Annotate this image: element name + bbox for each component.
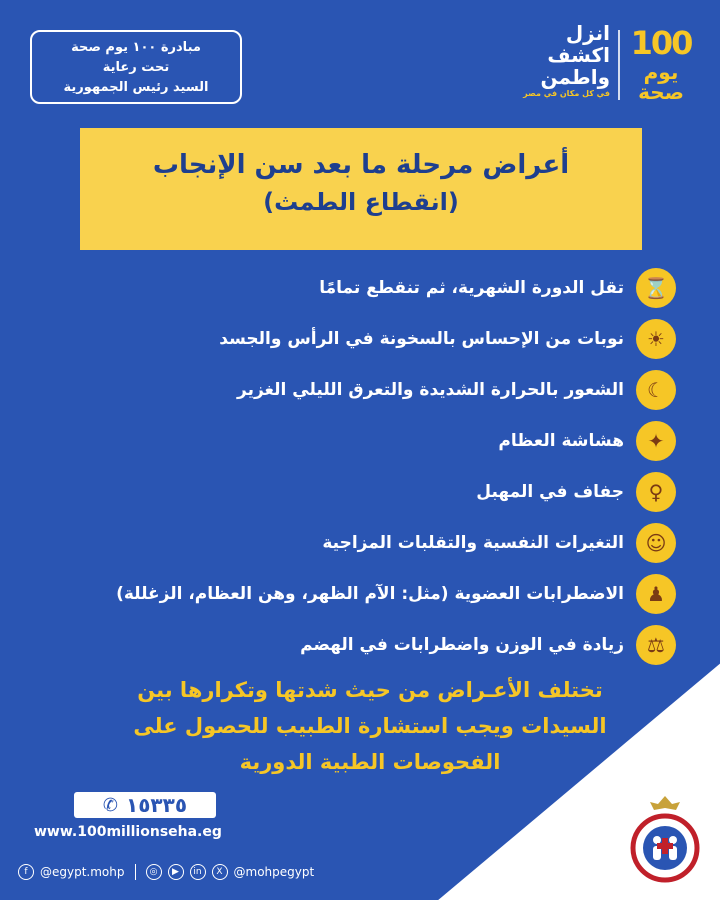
list-item (56, 313, 676, 364)
symptom-text: الشعور بالحرارة الشديدة والتعرق الليلي الغزير (237, 379, 624, 400)
initiative-box (30, 30, 242, 104)
facebook-icon[interactable]: f (18, 864, 34, 880)
hundred-number: 100 (630, 24, 692, 62)
advice-note (60, 672, 680, 780)
website-link[interactable]: www.100millionseha.eg (34, 824, 222, 840)
social-handle[interactable]: @mohpegypt (233, 865, 315, 879)
note-line-1: تختلف الأعـراض من حيث شدتها وتكرارها بين (137, 678, 603, 702)
list-item (56, 568, 676, 619)
symptom-list (56, 262, 676, 670)
symptom-text: تقل الدورة الشهرية، ثم تنقطع تمامًا (319, 277, 624, 298)
slogan-line-3: واطمن (540, 65, 610, 89)
symptom-text: جفاف في المهبل (476, 481, 624, 502)
night-sweat-icon: ☾ (636, 370, 676, 410)
weight-icon: ⚖ (636, 625, 676, 665)
list-item (56, 466, 676, 517)
symptom-text: زيادة في الوزن واضطرابات في الهضم (300, 634, 624, 655)
hourglass-icon: ⌛ (636, 268, 676, 308)
slogan-line-1: انزل (565, 21, 610, 45)
uterus-icon: ♀ (636, 472, 676, 512)
mood-icon: ☺ (636, 523, 676, 563)
youtube-icon[interactable]: ▶ (168, 864, 184, 880)
page-title: أعراض مرحلة ما بعد سن الإنجاب (152, 150, 570, 180)
social-bar (18, 864, 314, 880)
facebook-handle[interactable]: @egypt.mohp (40, 865, 125, 879)
campaign-logo (496, 22, 696, 106)
initiative-line-1: مبادرة ١٠٠ يوم صحة (71, 40, 201, 55)
list-item (56, 619, 676, 670)
symptom-text: الاضطرابات العضوية (مثل: الآم الظهر، وهن العظام، الزغللة) (116, 583, 624, 604)
list-item (56, 415, 676, 466)
list-item (56, 262, 676, 313)
instagram-icon[interactable]: ◎ (146, 864, 162, 880)
x-icon[interactable]: X (212, 864, 228, 880)
initiative-line-3: السيد رئيس الجمهورية (63, 80, 209, 95)
hotline-badge[interactable] (74, 792, 216, 818)
initiative-line-2: تحت رعاية (102, 60, 170, 75)
hotline-number: ١٥٣٣٥ (126, 793, 188, 817)
slogan-tagline: في كل مكان في مصر (523, 89, 610, 98)
phone-icon: ✆ (102, 794, 119, 816)
logo-divider (618, 30, 620, 100)
title-box (80, 128, 642, 250)
list-item (56, 364, 676, 415)
slogan-line-2: اكشف (547, 43, 610, 67)
slogan (500, 22, 610, 100)
back-pain-icon: ♟ (636, 574, 676, 614)
social-divider (135, 864, 136, 880)
hundred-word: يوم صحة (638, 60, 684, 104)
symptom-text: التغيرات النفسية والتقلبات المزاجية (322, 532, 624, 553)
ministry-logo (620, 790, 710, 890)
note-line-3: الفحوصات الطبية الدورية (239, 750, 501, 774)
page-subtitle: (انقطاع الطمث) (263, 188, 459, 216)
linkedin-icon[interactable]: in (190, 864, 206, 880)
list-item (56, 517, 676, 568)
note-line-2: السيدات ويجب استشارة الطبيب للحصول على (133, 714, 607, 738)
symptom-text: نوبات من الإحساس بالسخونة في الرأس والجسد (219, 328, 624, 349)
symptom-text: هشاشة العظام (498, 430, 624, 451)
bone-icon: ✦ (636, 421, 676, 461)
hot-flash-icon: ☀ (636, 319, 676, 359)
hundred-days-mark (626, 24, 696, 102)
